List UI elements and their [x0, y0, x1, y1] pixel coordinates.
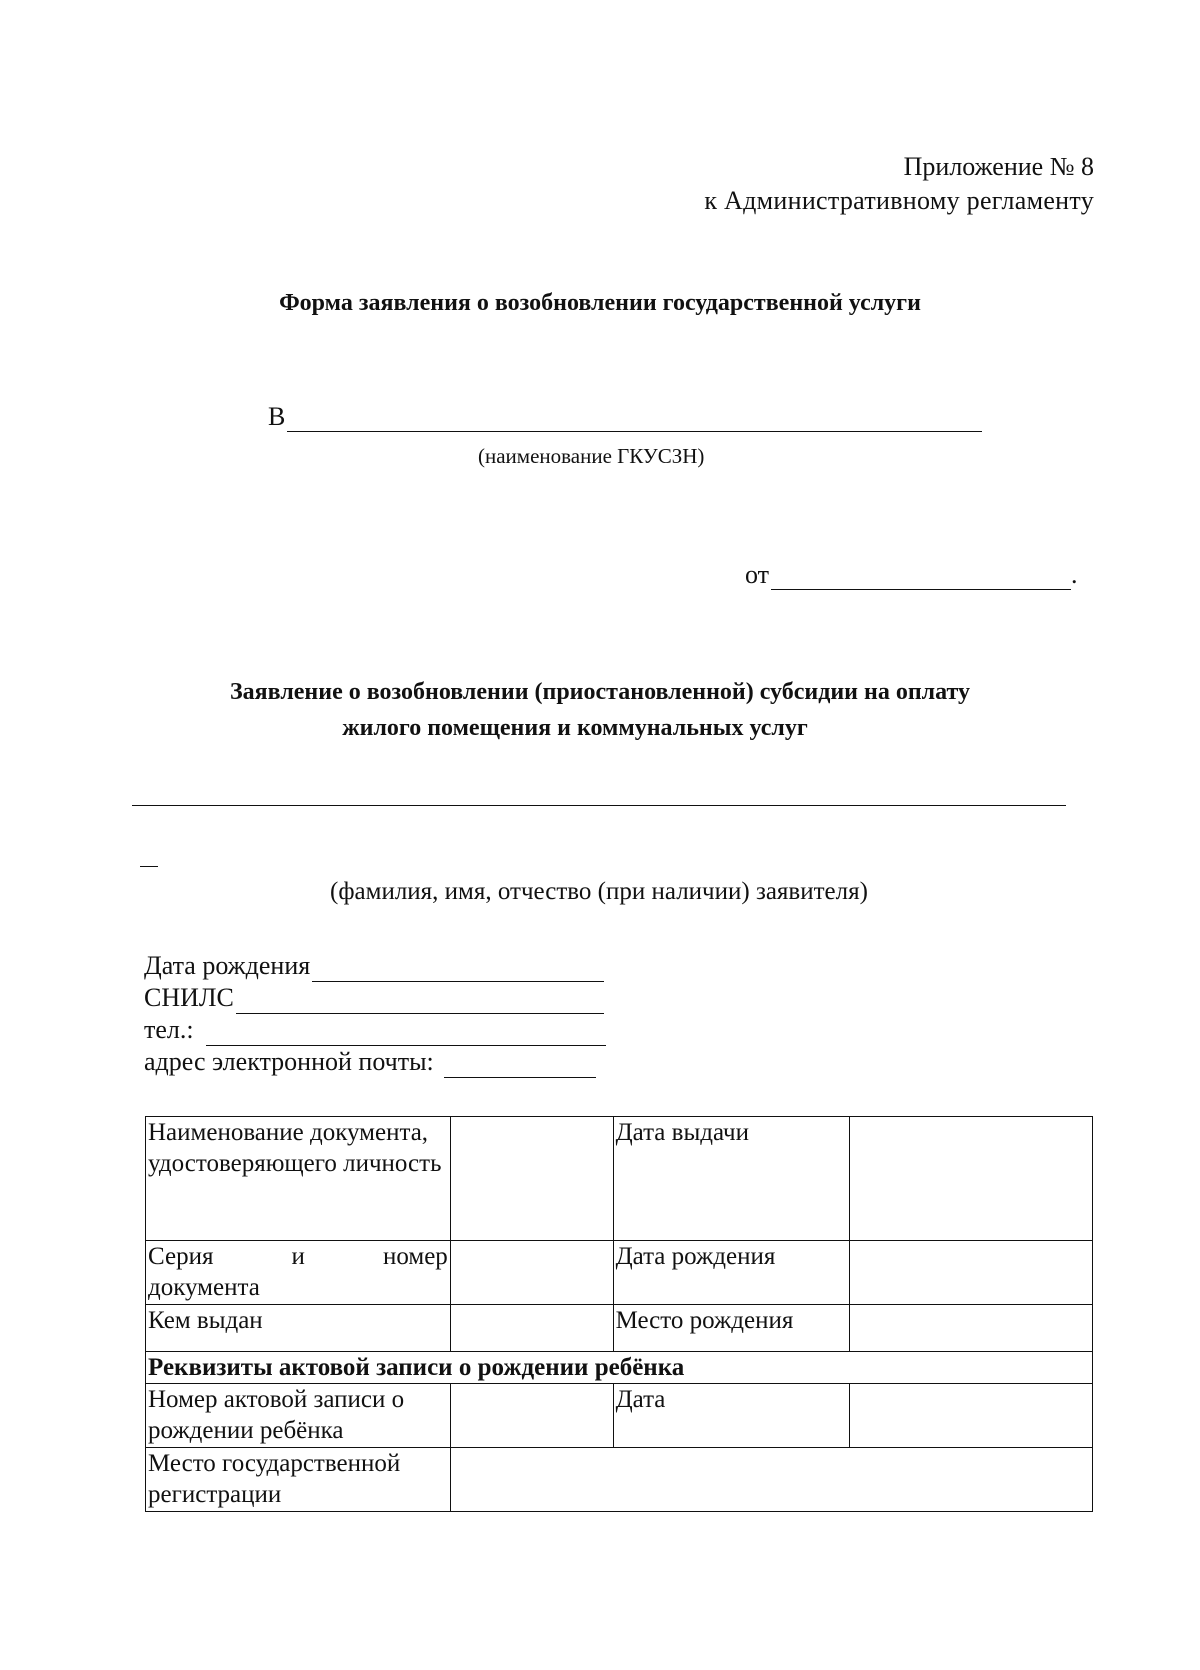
birth-place-value[interactable] — [850, 1305, 1093, 1352]
snils-blank[interactable] — [236, 989, 604, 1014]
snils-field — [144, 982, 606, 1014]
and-word: и — [291, 1243, 305, 1270]
sender-line — [745, 560, 1078, 590]
table-row — [146, 1241, 1093, 1305]
email-blank[interactable] — [444, 1053, 596, 1078]
birth-date-table-label: Дата рождения — [613, 1241, 850, 1305]
application-title-line1: Заявление о возобновлении (приостановленной) субсидии на оплату — [230, 679, 970, 705]
recipient-line — [268, 402, 982, 432]
birth-record-section-title: Реквизиты актовой записи о рождении ребёнка — [146, 1352, 1093, 1384]
table-row — [146, 1448, 1093, 1512]
table-row — [146, 1305, 1093, 1352]
identity-document-table — [145, 1116, 1093, 1512]
issued-by-value[interactable] — [450, 1305, 613, 1352]
record-number-value[interactable] — [450, 1384, 613, 1448]
issue-date-value[interactable] — [850, 1117, 1093, 1241]
appendix-reference: к Административному регламенту — [704, 186, 1094, 215]
doc-name-value[interactable] — [450, 1117, 613, 1241]
birth-date-field — [144, 950, 606, 982]
doc-name-label: Наименование документа, удостоверяющего личность — [146, 1117, 451, 1241]
phone-blank[interactable] — [206, 1021, 606, 1046]
email-field — [144, 1046, 606, 1078]
issued-by-label: Кем выдан — [146, 1305, 451, 1352]
appendix-header — [704, 150, 1094, 218]
applicant-name-hint: (фамилия, имя, отчество (при наличии) заявителя) — [330, 878, 868, 905]
birth-date-table-value[interactable] — [850, 1241, 1093, 1305]
phone-field — [144, 1014, 606, 1046]
sender-suffix: . — [1071, 560, 1078, 589]
table-row — [146, 1117, 1093, 1241]
application-title — [0, 674, 1200, 746]
table-row — [146, 1352, 1093, 1384]
birth-date-blank[interactable] — [312, 957, 604, 982]
snils-label: СНИЛС — [144, 983, 234, 1012]
recipient-blank[interactable] — [287, 405, 982, 432]
series-word: Серия — [148, 1243, 214, 1270]
record-date-value[interactable] — [850, 1384, 1093, 1448]
email-label: адрес электронной почты: — [144, 1047, 434, 1076]
number-word: номер — [382, 1243, 448, 1270]
registration-place-value[interactable] — [450, 1448, 1092, 1512]
form-title: Форма заявления о возобновлении государственной услуги — [279, 290, 921, 316]
series-number-label — [146, 1241, 451, 1305]
applicant-dash — [140, 866, 158, 867]
series-number-value[interactable] — [450, 1241, 613, 1305]
recipient-hint: (наименование ГКУСЗН) — [478, 444, 705, 468]
birth-place-label: Место рождения — [613, 1305, 850, 1352]
record-number-label: Номер актовой записи о рождении ребёнка — [146, 1384, 451, 1448]
document-word: документа — [148, 1274, 260, 1301]
appendix-number: Приложение № 8 — [903, 152, 1094, 181]
phone-label: тел.: — [144, 1015, 194, 1044]
recipient-prefix: В — [268, 402, 286, 431]
applicant-fields — [144, 950, 606, 1078]
birth-date-label: Дата рождения — [144, 951, 311, 980]
sender-prefix: от — [745, 560, 770, 589]
record-date-label: Дата — [613, 1384, 850, 1448]
registration-place-label: Место государственной регистрации — [146, 1448, 451, 1512]
issue-date-label: Дата выдачи — [613, 1117, 850, 1241]
applicant-name-blank[interactable] — [132, 805, 1066, 806]
sender-blank[interactable] — [771, 565, 1071, 590]
table-row — [146, 1384, 1093, 1448]
application-title-line2: жилого помещения и коммунальных услуг — [342, 715, 808, 741]
